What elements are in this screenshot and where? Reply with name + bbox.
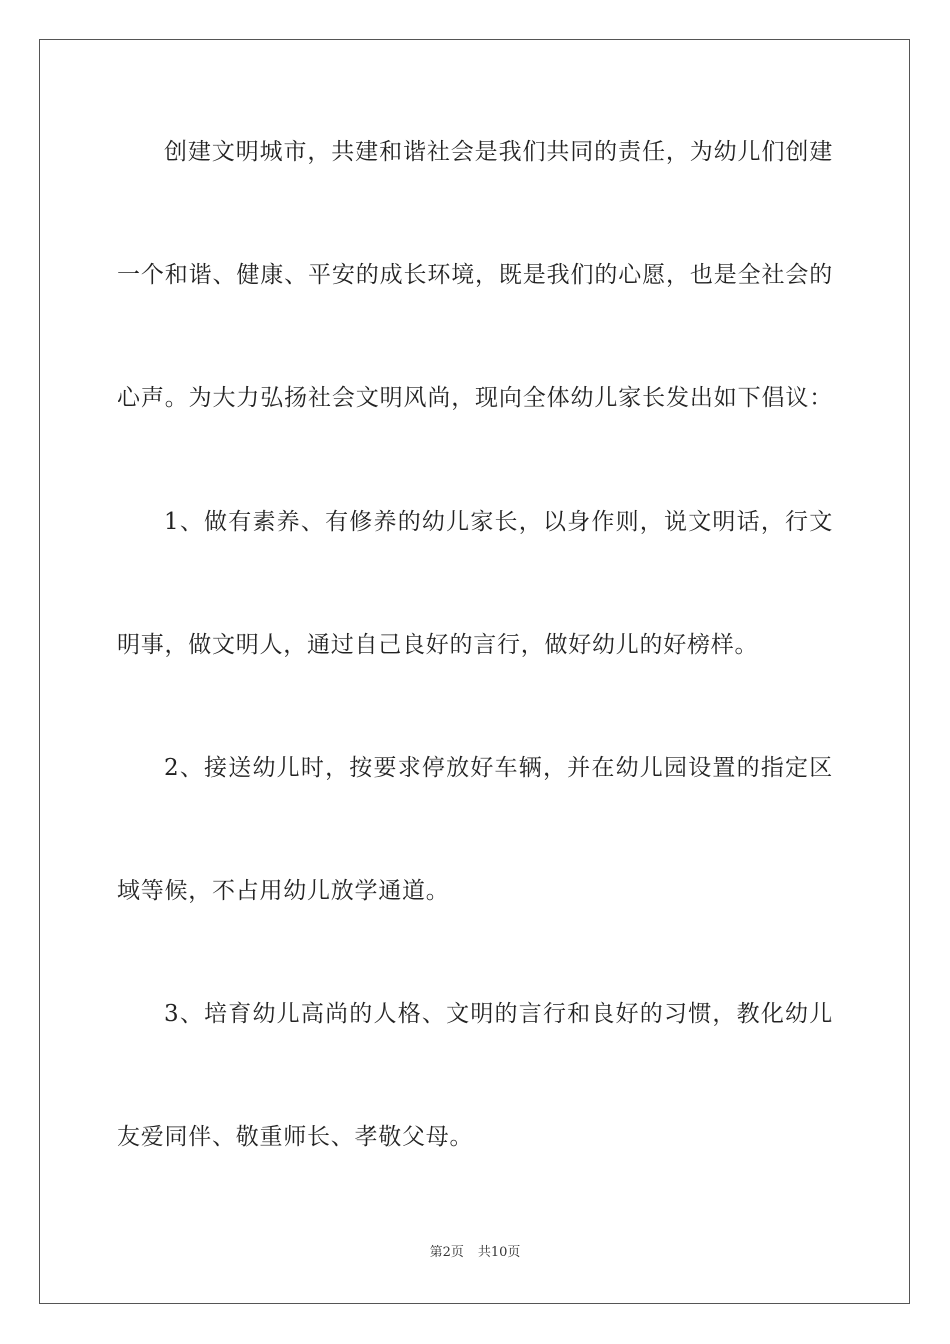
item-1-line-1: 1、做有素养、有修养的幼儿家长，以身作则，说文明话，行文 xyxy=(164,509,833,535)
paragraph-1-line-2: 一个和谐、健康、平安的成长环境，既是我们的心愿，也是全社会的 xyxy=(117,262,833,288)
paragraph-1-line-1: 创建文明城市，共建和谐社会是我们共同的责任，为幼儿们创建 xyxy=(164,139,833,165)
page-border xyxy=(39,39,910,1304)
page-number: 第2页 xyxy=(429,1245,464,1260)
item-2-line-1: 2、接送幼儿时，按要求停放好车辆，并在幼儿园设置的指定区 xyxy=(164,755,833,781)
item-3-line-1: 3、培育幼儿高尚的人格、文明的言行和良好的习惯，教化幼儿 xyxy=(164,1001,833,1027)
item-2-line-2: 域等候，不占用幼儿放学通道。 xyxy=(117,878,450,904)
item-1-line-2: 明事，做文明人，通过自己良好的言行，做好幼儿的好榜样。 xyxy=(117,632,759,658)
page-total: 共10页 xyxy=(477,1245,521,1260)
paragraph-1-line-3: 心声。为大力弘扬社会文明风尚，现向全体幼儿家长发出如下倡议： xyxy=(117,385,833,411)
item-3-line-2: 友爱同伴、敬重师长、孝敬父母。 xyxy=(117,1124,474,1150)
page-footer xyxy=(0,1245,950,1261)
